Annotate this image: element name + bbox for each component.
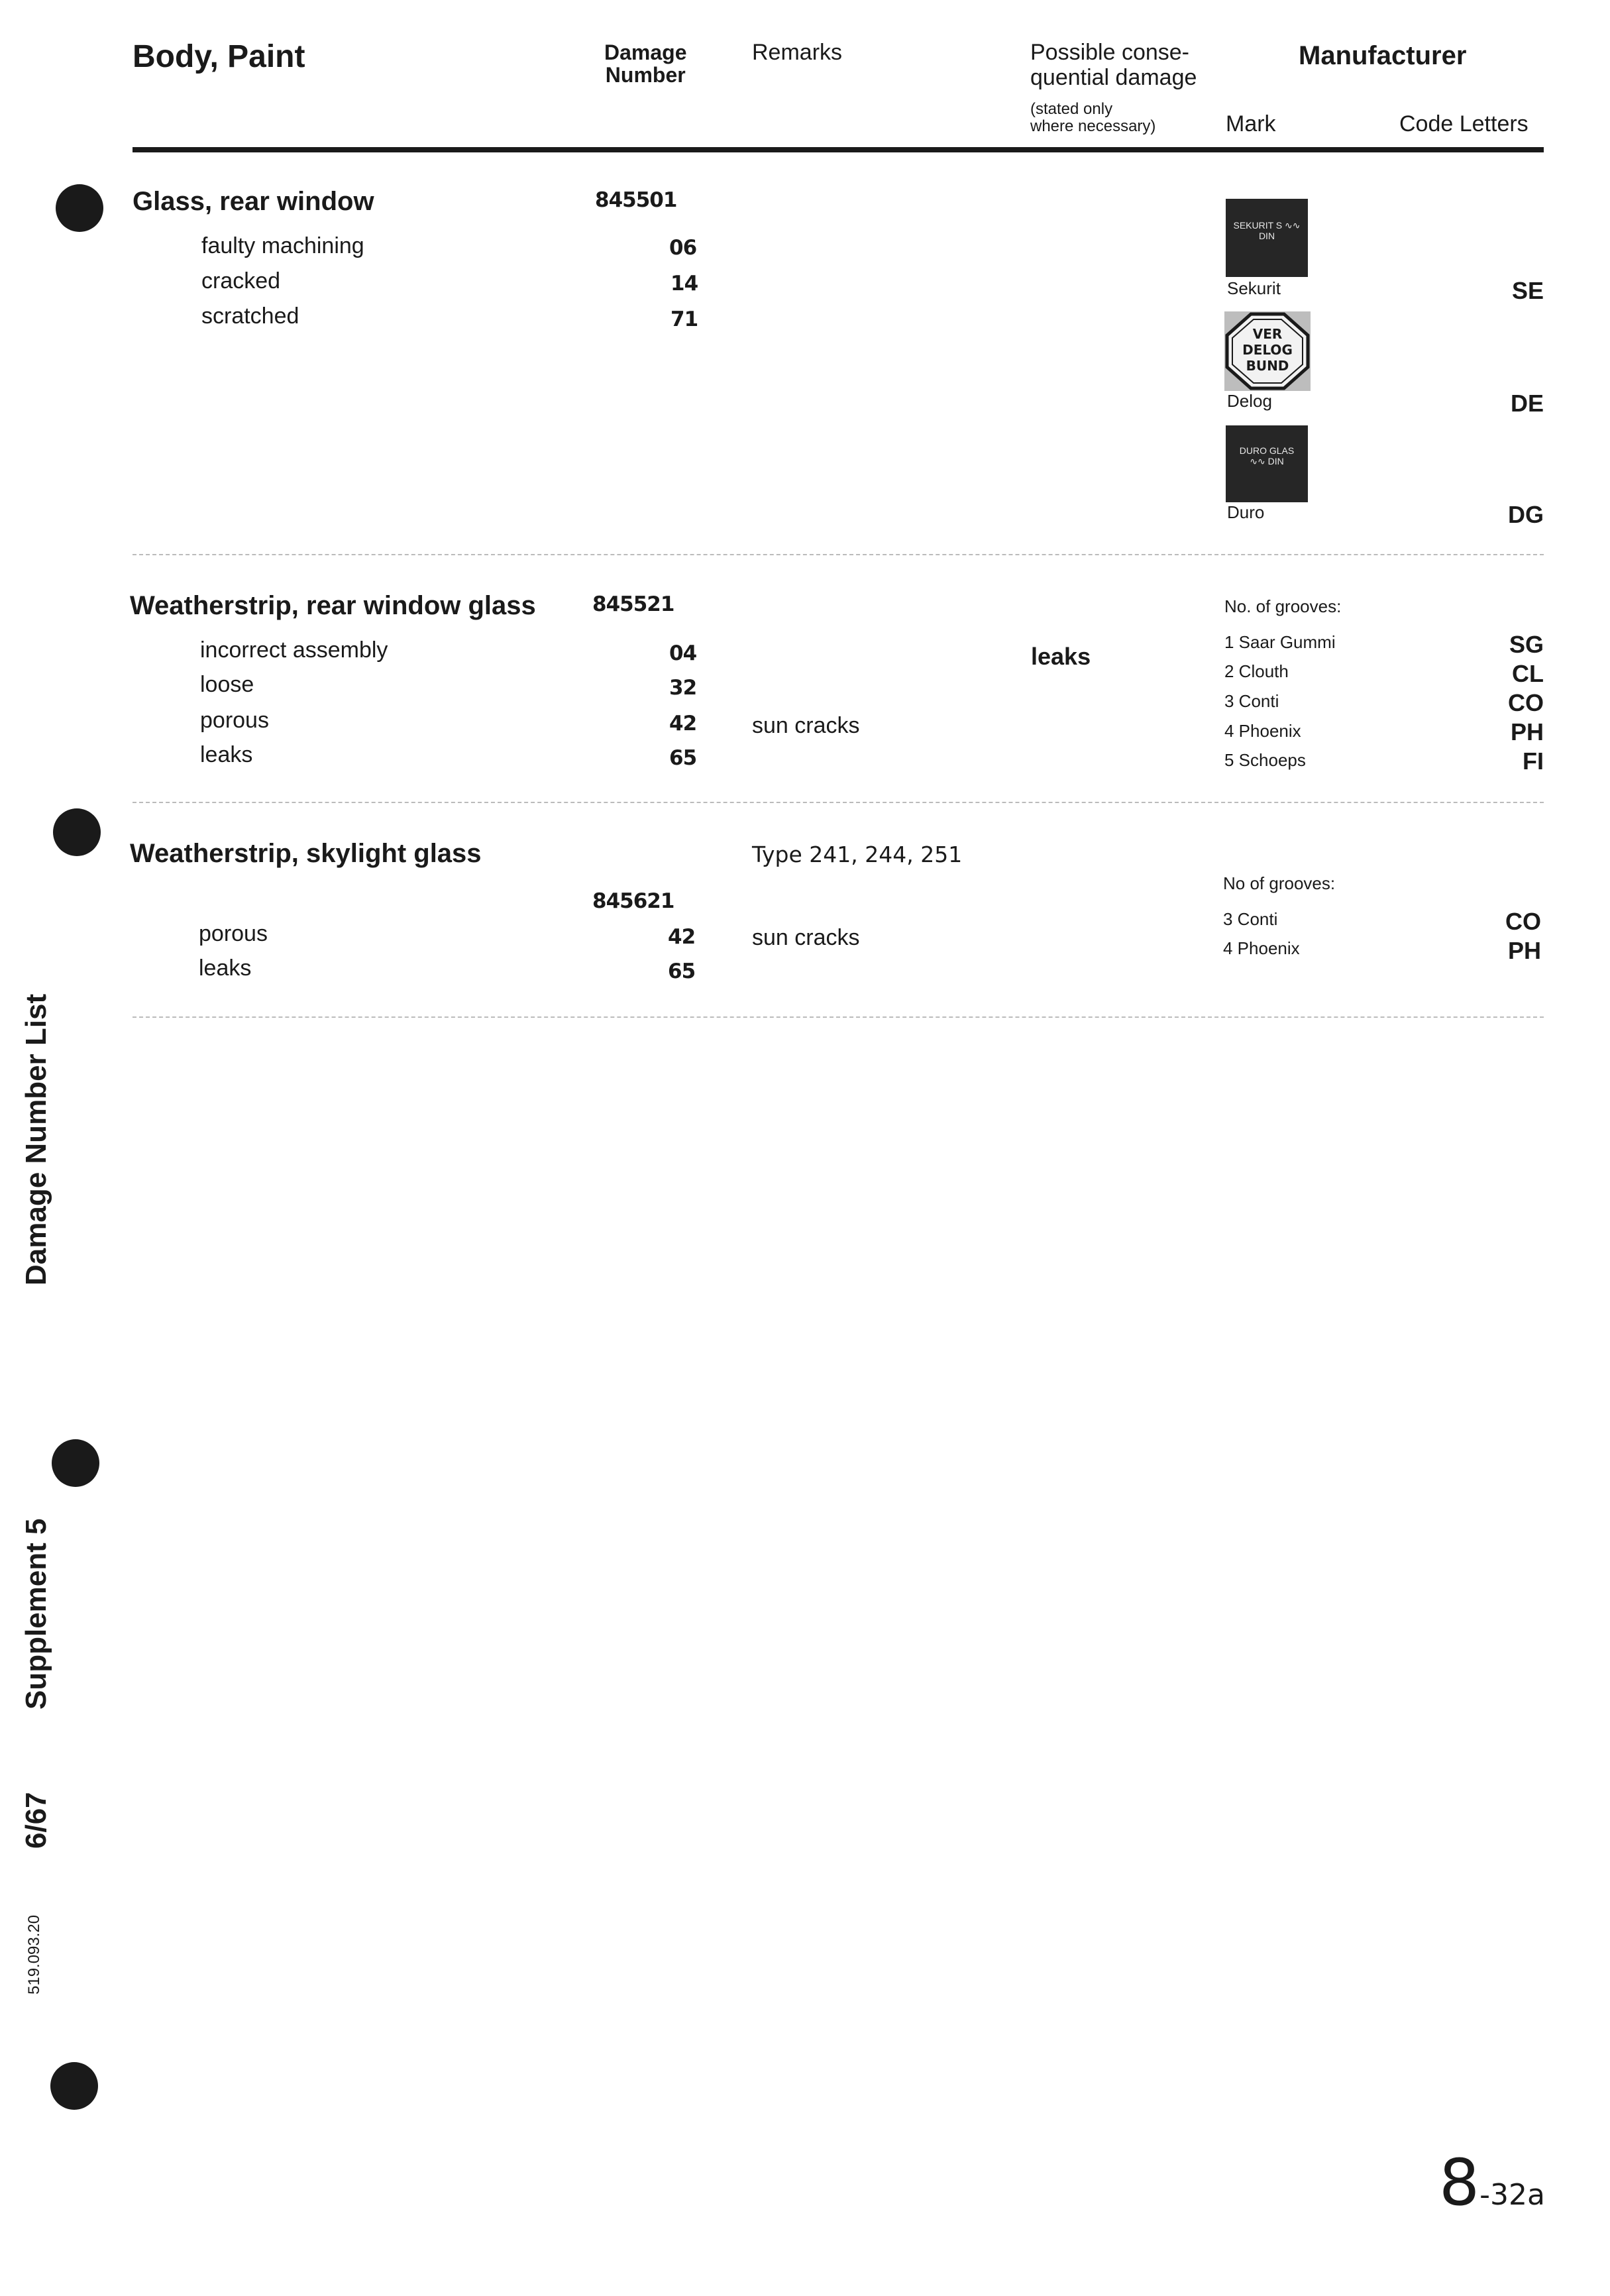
- manufacturer-mark: 4 Phoenix: [1224, 721, 1301, 741]
- item-code: 65: [668, 959, 696, 983]
- delog-logo: VER DELOG BUND: [1224, 311, 1311, 391]
- sekurit-logo: SEKURIT S ∿∿ DIN: [1226, 199, 1308, 277]
- section-divider: [133, 1016, 1544, 1018]
- list-item: porous: [200, 708, 269, 733]
- list-item: faulty machining: [201, 233, 364, 258]
- col-consequential-header: Possible conse- quential damage: [1030, 40, 1197, 90]
- manufacturer-code: SG: [1509, 631, 1544, 658]
- col-manufacturer-header: Manufacturer: [1299, 41, 1467, 70]
- item-code: 42: [669, 712, 697, 736]
- item-code: 65: [669, 746, 697, 770]
- page-number-suffix: -32a: [1479, 2178, 1545, 2212]
- item-code: 14: [671, 272, 698, 296]
- list-item: cracked: [201, 268, 281, 294]
- list-item: leaks: [200, 742, 253, 767]
- section-title: Glass, rear window: [133, 187, 374, 216]
- manufacturer-mark: 1 Saar Gummi: [1224, 632, 1336, 652]
- duro-logo: DURO GLAS ∿∿ DIN: [1226, 425, 1308, 502]
- manufacturer-code: PH: [1507, 937, 1541, 964]
- list-item: porous: [199, 921, 268, 946]
- sidebar-list-title: Damage Number List: [20, 993, 52, 1285]
- manufacturer-mark: Duro: [1227, 502, 1265, 522]
- item-code: 06: [669, 236, 697, 260]
- manufacturer-code: PH: [1510, 718, 1544, 745]
- list-item: leaks: [199, 956, 252, 981]
- damage-number: 845501: [595, 188, 677, 212]
- manufacturer-code: CO: [1505, 908, 1541, 935]
- manufacturer-code: SE: [1511, 277, 1544, 304]
- col-code-header: Code Letters: [1399, 111, 1529, 137]
- manufacturer-mark: 4 Phoenix: [1223, 938, 1300, 958]
- header-rule: [133, 147, 1544, 152]
- col-damage-header: Damage Number: [604, 40, 687, 87]
- consequential-damage: leaks: [1031, 643, 1091, 670]
- manufacturer-mark: 3 Conti: [1224, 691, 1279, 711]
- section-title: Weatherstrip, skylight glass: [130, 839, 482, 868]
- binder-hole-4: [50, 2062, 98, 2110]
- page-number: [1439, 2146, 1545, 2220]
- manufacturer-mark: 5 Schoeps: [1224, 750, 1306, 770]
- item-code: 32: [669, 676, 697, 700]
- item-code: 42: [668, 925, 696, 949]
- binder-hole-1: [56, 184, 103, 232]
- manufacturer-mark: 3 Conti: [1223, 909, 1278, 929]
- damage-number: 845621: [592, 889, 674, 913]
- remark: sun cracks: [752, 713, 860, 738]
- sidebar-date: 6/67: [20, 1792, 52, 1849]
- list-item: loose: [200, 672, 254, 697]
- manufacturer-mark: Sekurit: [1227, 278, 1281, 298]
- manufacturer-mark: Delog: [1227, 391, 1272, 411]
- list-item: incorrect assembly: [200, 637, 388, 663]
- item-code: 04: [669, 641, 697, 665]
- remark: sun cracks: [752, 925, 860, 950]
- sidebar-doc-number: 519.093.20: [25, 1914, 43, 1995]
- section-remark: Type 241, 244, 251: [752, 842, 963, 867]
- col-remarks-header: Remarks: [752, 40, 843, 65]
- grooves-label: No. of grooves:: [1224, 596, 1342, 616]
- col-consequential-note: (stated only where necessary): [1030, 100, 1156, 135]
- binder-hole-3: [52, 1439, 99, 1487]
- col-mark-header: Mark: [1226, 111, 1276, 137]
- damage-number: 845521: [592, 592, 674, 616]
- manufacturer-code: DE: [1510, 390, 1544, 417]
- manufacturer-code: DG: [1508, 501, 1544, 528]
- manufacturer-mark: 2 Clouth: [1224, 661, 1289, 681]
- section-divider: [133, 802, 1544, 803]
- manufacturer-code: CL: [1512, 660, 1544, 687]
- manufacturer-code: CO: [1508, 689, 1544, 716]
- page-number-main: 8: [1439, 2146, 1480, 2220]
- binder-hole-2: [53, 808, 101, 856]
- page-title: Body, Paint: [133, 39, 305, 74]
- item-code: 71: [671, 307, 698, 331]
- grooves-label: No of grooves:: [1223, 873, 1336, 893]
- list-item: scratched: [201, 303, 299, 329]
- manufacturer-code: FI: [1523, 747, 1544, 775]
- section-divider: [133, 554, 1544, 555]
- sidebar-supplement: Supplement 5: [20, 1518, 52, 1710]
- section-title: Weatherstrip, rear window glass: [130, 591, 536, 620]
